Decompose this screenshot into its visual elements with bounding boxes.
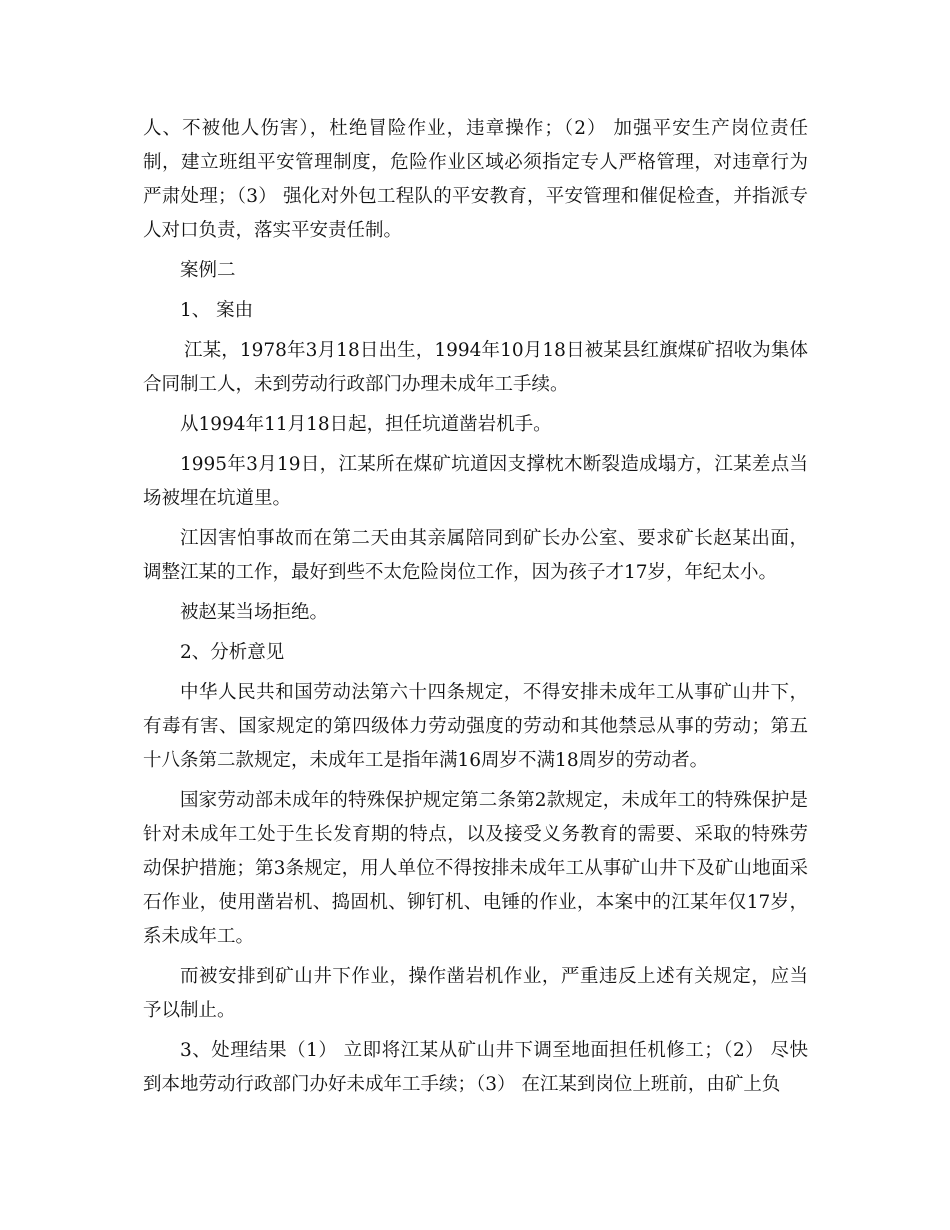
paragraph-refusal: 被赵某当场拒绝。 bbox=[180, 602, 329, 623]
paragraph-violation: 而被安排到矿山井下作业，操作凿岩机作业，严重违反上述有关规定，应当予以制止。 bbox=[143, 966, 808, 1021]
paragraph-request: 江因害怕事故而在第二天由其亲属陪同到矿长办公室、要求矿长赵某出面，调整江某的工作，最好到些不太危险岗位工作，因为孩子才17岁，年纪太小。 bbox=[143, 528, 808, 583]
document-body bbox=[143, 112, 808, 1108]
paragraph-handling-result: 3、处理结果（1） 立即将江某从矿山井下调至地面担任机修工；（2） 尽快到本地劳动行政部门办好未成年工手续；（3） 在江某到岗位上班前，由矿上负 bbox=[143, 1040, 808, 1095]
paragraph-collapse-incident: 1995年3月19日，江某所在煤矿坑道因支撑枕木断裂造成塌方，江某差点当场被埋在坑道里。 bbox=[143, 454, 808, 509]
paragraph-job-start: 从1994年11月18日起，担任坑道凿岩机手。 bbox=[180, 414, 552, 435]
subheading-case-cause: 1、 案由 bbox=[180, 300, 254, 321]
paragraph-protection-rules: 国家劳动部未成年的特殊保护规定第二条第2款规定，未成年工的特殊保护是针对未成年工处于生长发育期的特点，以及接受义务教育的需要、采取的特殊劳动保护措施；第3条规定，用人单位不得按排未成年工从事矿山井下及矿山地面采石作业，使用凿岩机、捣固机、铆钉机、电锤的作业，本案中的江某年仅17岁，系未成年工。 bbox=[143, 790, 808, 947]
section-heading-case-two: 案例二 bbox=[180, 260, 236, 281]
subheading-analysis: 2、分析意见 bbox=[180, 642, 285, 663]
paragraph-continuation: 人、不被他人伤害），杜绝冒险作业，违章操作；（2） 加强平安生产岗位责任制，建立班组平安管理制度，危险作业区域必须指定专人严格管理，对违章行为严肃处理；（3） 强化对外包工程队的平安教育，平安管理和催促检查，并指派专人对口负责，落实平安责任制。 bbox=[143, 118, 808, 241]
paragraph-labor-law: 中华人民共和国劳动法第六十四条规定，不得安排未成年工从事矿山井下，有毒有害、国家规定的第四级体力劳动强度的劳动和其他禁忌从事的劳动；第五十八条第二款规定，未成年工是指年满16周岁不满18周岁的劳动者。 bbox=[143, 682, 808, 771]
paragraph-case-facts: 江某，1978年3月18日出生，1994年10月18日被某县红旗煤矿招收为集体合同制工人，未到劳动行政部门办理未成年工手续。 bbox=[143, 340, 808, 395]
